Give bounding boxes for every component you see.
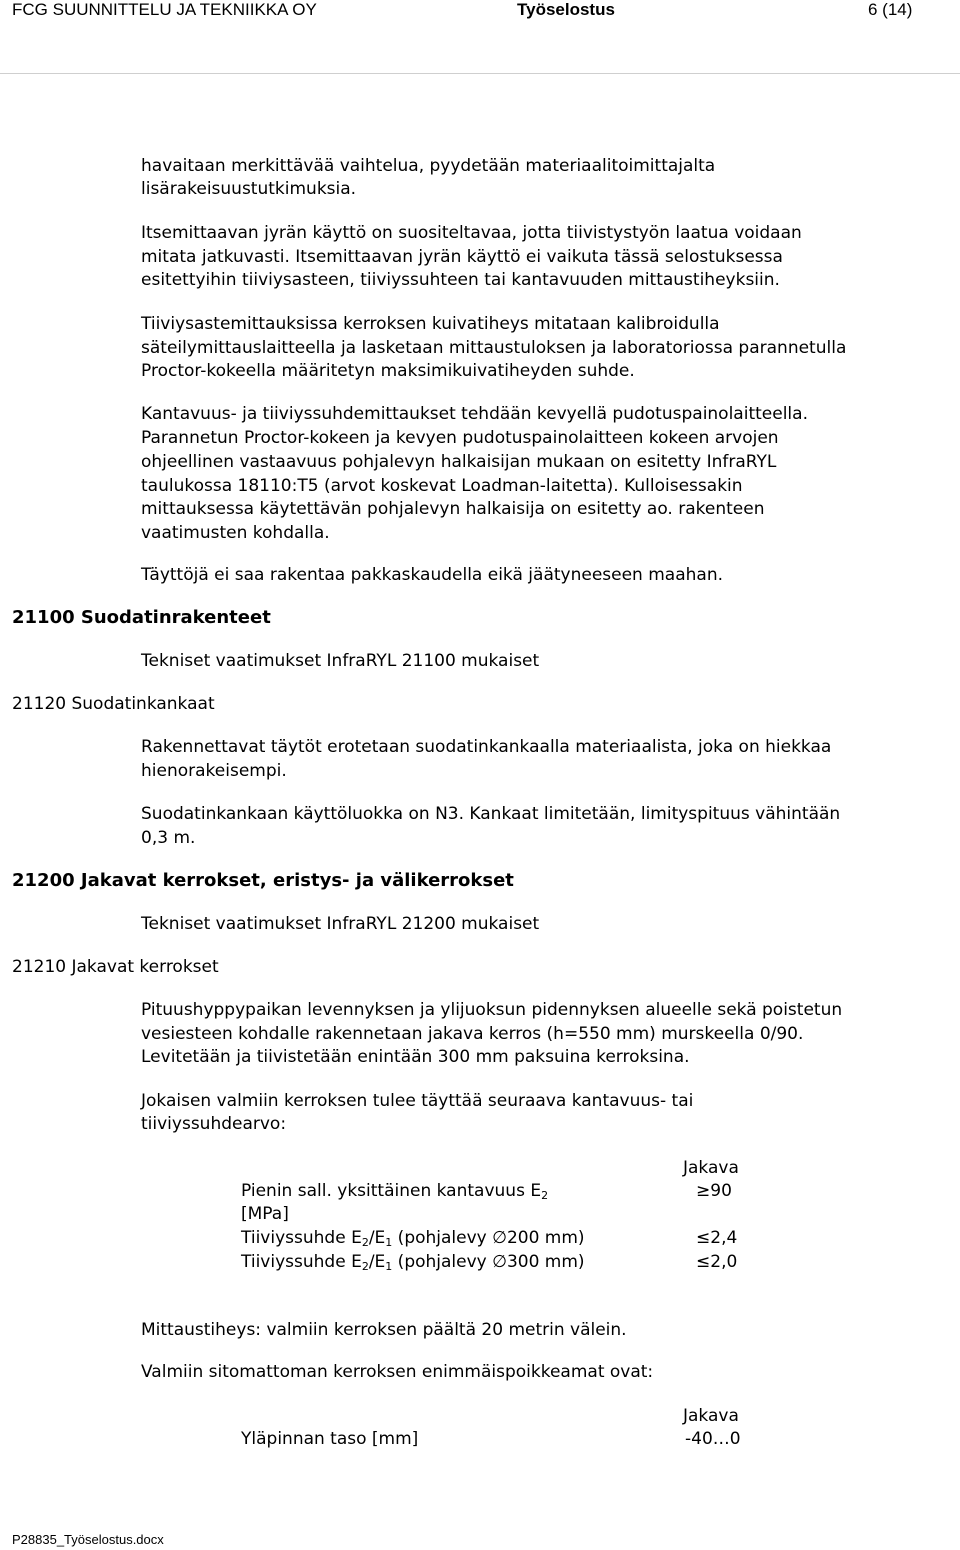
subsection-heading-21210: 21210 Jakavat kerrokset [12, 957, 219, 977]
paragraph-line: 0,3 m. [141, 828, 196, 848]
table-row-label-continued: [MPa] [241, 1204, 289, 1224]
paragraph-line: Valmiin sitomattoman kerroksen enimmäispoikkeamat ovat: [141, 1362, 654, 1382]
paragraph-line: Rakennettavat täytöt erotetaan suodatinkankaalla materiaalista, joka on hiekkaa [141, 737, 832, 757]
paragraph-line: hienorakeisempi. [141, 761, 287, 781]
table-row-value: ≥90 [696, 1180, 732, 1204]
paragraph-line: ohjeellinen vastaavuus pohjalevyn halkaisijan mukaan on esitetty InfraRYL [141, 452, 777, 472]
greater-equal-icon: ≥ [696, 1181, 711, 1201]
paragraph-line: säteilymittauslaitteella ja lasketaan mittaustuloksen ja laboratoriossa parannetulla [141, 338, 847, 358]
paragraph-line: Tekniset vaatimukset InfraRYL 21100 mukaiset [141, 651, 540, 671]
diameter-icon: ∅ [492, 1252, 507, 1272]
header-divider [0, 73, 960, 74]
paragraph-line: Itsemittaavan jyrän käyttö on suositeltavaa, jotta tiivistystyön laatua voidaan [141, 223, 802, 243]
paragraph-line: mitata jatkuvasti. Itsemittaavan jyrän käyttö ei vaikuta tässä selostuksessa [141, 247, 783, 267]
paragraph-line: vaatimusten kohdalla. [141, 523, 330, 543]
paragraph-line: taulukossa 18110:T5 (arvot koskevat Loadman-laitetta). Kulloisessakin [141, 476, 743, 496]
paragraph-line: lisärakeisuustutkimuksia. [141, 179, 357, 199]
table-column-header: Jakava [683, 1406, 739, 1426]
table-row-value: ≤2,0 [696, 1251, 737, 1275]
paragraph-line: vesiesteen kohdalle rakennetaan jakava kerros (h=550 mm) murskeella 0/90. [141, 1024, 804, 1044]
paragraph-line: tiiviyssuhdearvo: [141, 1114, 287, 1134]
table-row-value: ≤2,4 [696, 1227, 737, 1251]
paragraph-line: Tekniset vaatimukset InfraRYL 21200 mukaiset [141, 914, 540, 934]
header-company: FCG SUUNNITTELU JA TEKNIIKKA OY [12, 0, 317, 19]
paragraph-line: Tiiviysastemittauksissa kerroksen kuivatiheys mitataan kalibroidulla [141, 314, 720, 334]
paragraph-line: Parannetun Proctor-kokeen ja kevyen pudotuspainolaitteen kokeen arvojen [141, 428, 779, 448]
footer-filename: P28835_Työselostus.docx [12, 1532, 164, 1547]
paragraph-line: mittauksessa käytettävän pohjalevyn halkaisija on esitetty ao. rakenteen [141, 499, 765, 519]
paragraph-line: Levitetään ja tiivistetään enintään 300 mm paksuina kerroksina. [141, 1047, 690, 1067]
subsection-heading-21120: 21120 Suodatinkankaat [12, 694, 215, 714]
paragraph-line: havaitaan merkittävää vaihtelua, pyydetään materiaalitoimittajalta [141, 156, 716, 176]
table-row-label: Tiiviyssuhde $E_2/E_1$ (pohjalevy ∅200 mm) [241, 1228, 585, 1249]
table-row-value: -40…0 [685, 1429, 741, 1449]
paragraph-line: Pituushyppypaikan levennyksen ja ylijuoksun pidennyksen alueelle sekä poistetun [141, 1000, 843, 1020]
paragraph-line: Täyttöjä ei saa rakentaa pakkaskaudella eikä jäätyneeseen maahan. [141, 565, 723, 585]
header-page-number: 6 (14) [868, 0, 913, 19]
header-doc-title: Työselostus [517, 0, 615, 19]
paragraph-line: Mittaustiheys: valmiin kerroksen päältä 20 metrin välein. [141, 1320, 627, 1340]
table-row-label: Tiiviyssuhde $E_2/E_1$ (pohjalevy ∅300 mm) [241, 1252, 585, 1273]
less-equal-icon: ≤ [696, 1252, 711, 1272]
table-row-label: Pienin sall. yksittäinen kantavuus $E_2$ [241, 1181, 549, 1202]
table-row-label: Yläpinnan taso [mm] [241, 1429, 419, 1449]
paragraph-line: Kantavuus- ja tiiviyssuhdemittaukset tehdään kevyellä pudotuspainolaitteella. [141, 404, 808, 424]
paragraph-line: esitettyihin tiiviysasteen, tiiviyssuhteen tai kantavuuden mittaustiheyksiin. [141, 270, 780, 290]
section-heading-21200: 21200 Jakavat kerrokset, eristys- ja välikerrokset [12, 870, 514, 891]
less-equal-icon: ≤ [696, 1228, 711, 1248]
table-column-header: Jakava [683, 1158, 739, 1178]
section-heading-21100: 21100 Suodatinrakenteet [12, 607, 271, 628]
paragraph-line: Proctor-kokeella määritetyn maksimikuivatiheyden suhde. [141, 361, 635, 381]
paragraph-line: Jokaisen valmiin kerroksen tulee täyttää seuraava kantavuus- tai [141, 1091, 694, 1111]
diameter-icon: ∅ [492, 1228, 507, 1248]
paragraph-line: Suodatinkankaan käyttöluokka on N3. Kankaat limitetään, limityspituus vähintään [141, 804, 841, 824]
